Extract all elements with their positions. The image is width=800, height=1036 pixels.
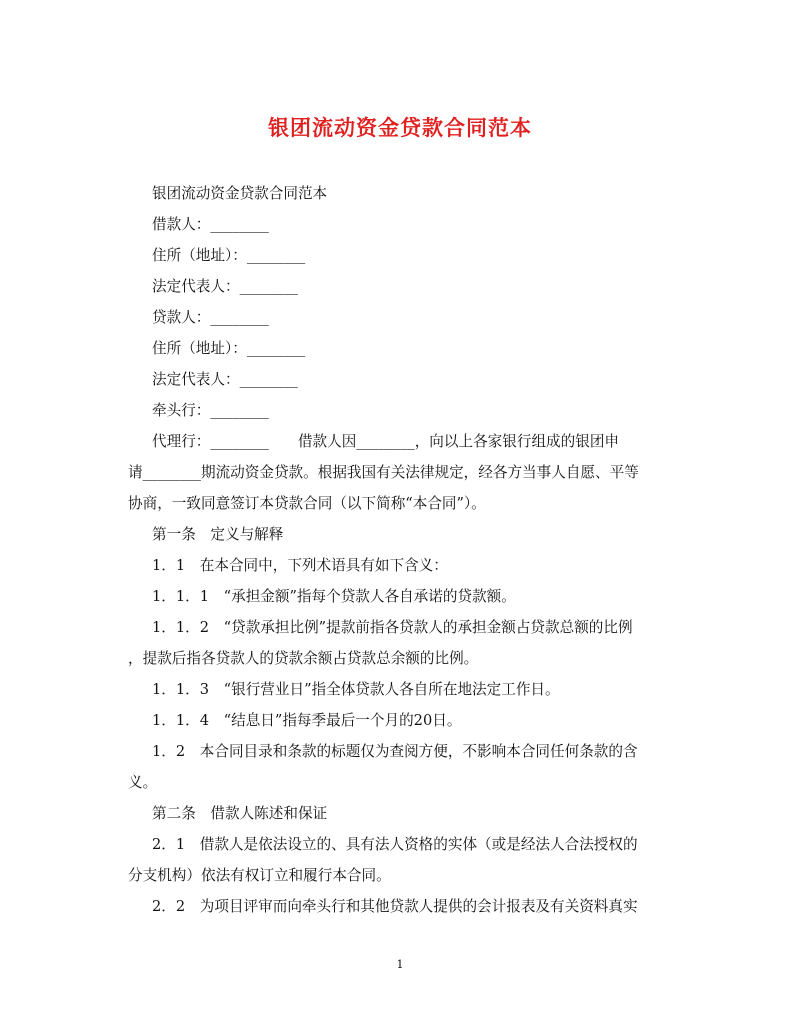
clause-1-2: 1．2 本合同目录和条款的标题仅为查阅方便，不影响本合同任何条款的含 bbox=[152, 743, 638, 760]
clause-2-2: 2．2 为项目评审而向牵头行和其他贷款人提供的会计报表及有关资料真实 bbox=[152, 898, 638, 915]
clause-2-1: 2．1 借款人是依法设立的、具有法人资格的实体（或是经法人合法授权的 bbox=[152, 836, 638, 853]
body-line-borrower-address: 住所（地址）：________ bbox=[152, 247, 306, 264]
body-line-lender: 贷款人：________ bbox=[152, 309, 269, 326]
clause-1-1-3: 1．1．3 “银行营业日”指全体贷款人各自所在地法定工作日。 bbox=[152, 681, 560, 698]
clause-2-1-cont: 分支机构）依法有权订立和履行本合同。 bbox=[128, 867, 391, 884]
clause-1-1: 1．1 在本合同中，下列术语具有如下含义： bbox=[152, 557, 448, 574]
clause-1-1-2: 1．1．2 “贷款承担比例”提款前指各贷款人的承担金额占贷款总额的比例 bbox=[152, 619, 633, 636]
body-line-borrower: 借款人：________ bbox=[152, 216, 269, 233]
body-line-subtitle: 银团流动资金贷款合同范本 bbox=[152, 185, 328, 202]
document-title: 银团流动资金贷款合同范本 bbox=[268, 115, 532, 140]
body-line-lender-representative: 法定代表人：________ bbox=[152, 371, 298, 388]
clause-1-1-1: 1．1．1 “承担金额”指每个贷款人各自承诺的贷款额。 bbox=[152, 588, 516, 605]
page-number: 1 bbox=[396, 958, 404, 971]
clause-1-1-2-cont: ，提款后指各贷款人的贷款余额占贷款总余额的比例。 bbox=[128, 650, 479, 667]
body-line-preamble-3: 协商，一致同意签订本贷款合同（以下简称“本合同”）。 bbox=[128, 495, 486, 512]
document-body bbox=[128, 178, 682, 922]
article-2-heading: 第二条 借款人陈述和保证 bbox=[152, 805, 328, 822]
clause-1-2-cont: 义。 bbox=[128, 774, 158, 791]
body-line-lender-address: 住所（地址）：________ bbox=[152, 340, 306, 357]
clause-1-1-4: 1．1．4 “结息日”指每季最后一个月的20日。 bbox=[152, 712, 462, 729]
body-line-agent-bank: 代理行：________ 借款人因________，向以上各家银行组成的银团申 bbox=[152, 433, 620, 450]
body-line-preamble-2: 请________期流动资金贷款。根据我国有关法律规定，经各方当事人自愿、平等 bbox=[128, 464, 639, 481]
article-1-heading: 第一条 定义与解释 bbox=[152, 526, 284, 543]
body-line-lead-bank: 牵头行：________ bbox=[152, 402, 269, 419]
body-line-borrower-representative: 法定代表人：________ bbox=[152, 278, 298, 295]
